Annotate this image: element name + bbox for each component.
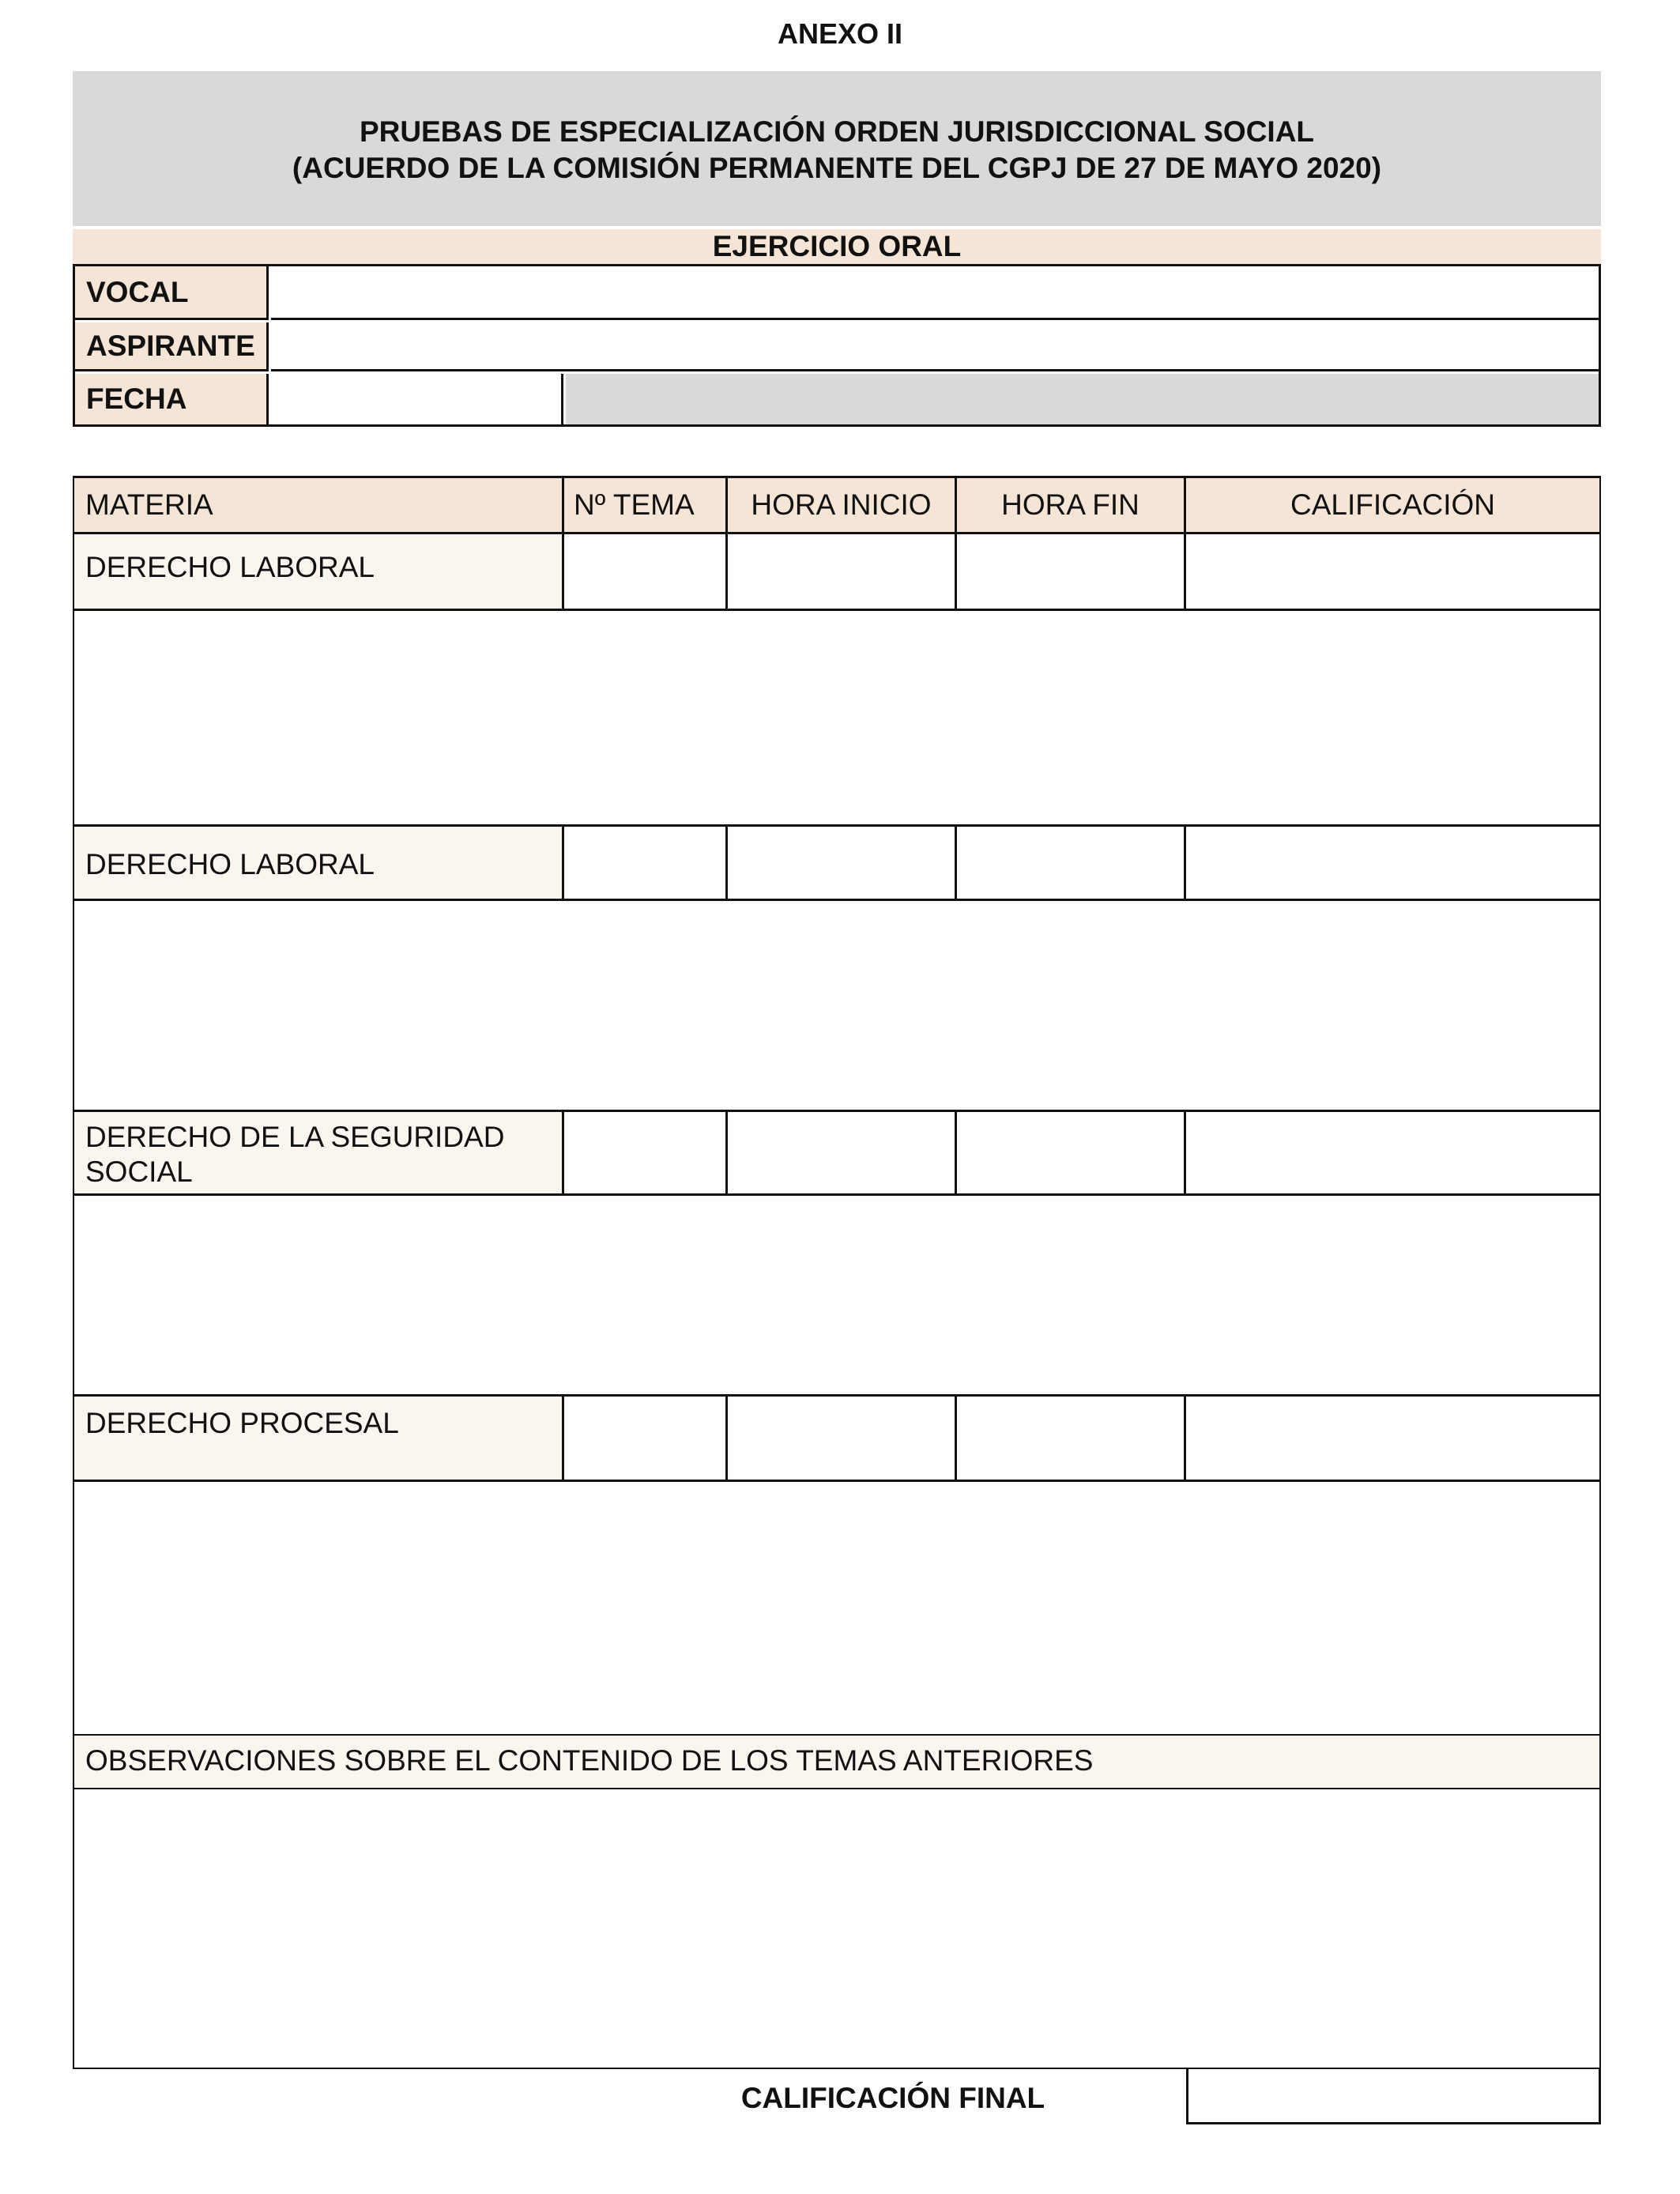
aspirante-field[interactable] bbox=[271, 322, 1599, 371]
tema-input[interactable] bbox=[564, 1110, 728, 1196]
aspirante-label bbox=[75, 322, 269, 371]
final-grade-field[interactable] bbox=[1186, 2069, 1601, 2124]
document-header bbox=[73, 71, 1601, 226]
col-header-tema-text: Nº TEMA bbox=[574, 488, 695, 521]
col-header-fin-text: HORA FIN bbox=[1001, 488, 1139, 521]
hora-fin-input[interactable] bbox=[957, 534, 1186, 611]
header-line-1: PRUEBAS DE ESPECIALIZACIÓN ORDEN JURISDICCIONAL SOCIAL bbox=[359, 115, 1315, 148]
notes-area[interactable] bbox=[74, 611, 1599, 824]
tema-input[interactable] bbox=[564, 534, 728, 611]
materia-cell: DERECHO DE LA SEGURIDAD SOCIAL bbox=[74, 1110, 564, 1196]
col-header-calificacion-text: CALIFICACIÓN bbox=[1290, 488, 1496, 521]
tema-input[interactable] bbox=[564, 1394, 728, 1482]
col-header-fin bbox=[957, 478, 1186, 534]
fecha-field[interactable] bbox=[271, 374, 563, 424]
fecha-label-text: FECHA bbox=[86, 383, 187, 415]
observaciones-field[interactable] bbox=[74, 1789, 1599, 2068]
hora-fin-input[interactable] bbox=[957, 824, 1186, 901]
hora-inicio-input[interactable] bbox=[728, 824, 957, 901]
col-header-materia bbox=[74, 478, 564, 534]
hora-fin-input[interactable] bbox=[957, 1110, 1186, 1196]
final-grade-label: CALIFICACIÓN FINAL bbox=[740, 2082, 1045, 2114]
materia-cell: DERECHO LABORAL bbox=[74, 534, 564, 611]
col-header-inicio bbox=[728, 478, 957, 534]
observaciones-label: OBSERVACIONES SOBRE EL CONTENIDO DE LOS TEMAS ANTERIORES bbox=[74, 1734, 1599, 1789]
vocal-label bbox=[75, 266, 269, 320]
calificacion-input[interactable] bbox=[1186, 534, 1599, 611]
calificacion-input[interactable] bbox=[1186, 824, 1599, 901]
materia-cell: DERECHO PROCESAL bbox=[74, 1394, 564, 1482]
col-header-inicio-text: HORA INICIO bbox=[751, 488, 932, 521]
calificacion-input[interactable] bbox=[1186, 1394, 1599, 1482]
hora-inicio-input[interactable] bbox=[728, 534, 957, 611]
vocal-field[interactable] bbox=[271, 266, 1599, 320]
vocal-label-text: VOCAL bbox=[86, 275, 189, 308]
col-header-materia-text: MATERIA bbox=[85, 488, 213, 521]
hora-fin-input[interactable] bbox=[957, 1394, 1186, 1482]
notes-area[interactable] bbox=[74, 1482, 1599, 1734]
notes-area[interactable] bbox=[74, 1196, 1599, 1394]
hora-inicio-input[interactable] bbox=[728, 1394, 957, 1482]
col-header-tema bbox=[564, 478, 728, 534]
fecha-label bbox=[75, 374, 269, 424]
calificacion-input[interactable] bbox=[1186, 1110, 1599, 1196]
hora-inicio-input[interactable] bbox=[728, 1110, 957, 1196]
fecha-filler bbox=[566, 374, 1599, 424]
col-header-calificacion bbox=[1186, 478, 1599, 534]
aspirante-label-text: ASPIRANTE bbox=[86, 329, 255, 362]
page-title: ANEXO II bbox=[777, 17, 903, 50]
materia-cell: DERECHO LABORAL bbox=[74, 824, 564, 901]
notes-area[interactable] bbox=[74, 901, 1599, 1110]
section-title: EJERCICIO ORAL bbox=[73, 229, 1601, 264]
tema-input[interactable] bbox=[564, 824, 728, 901]
header-line-2: (ACUERDO DE LA COMISIÓN PERMANENTE DEL CGPJ DE 27 DE MAYO 2020) bbox=[292, 152, 1382, 184]
